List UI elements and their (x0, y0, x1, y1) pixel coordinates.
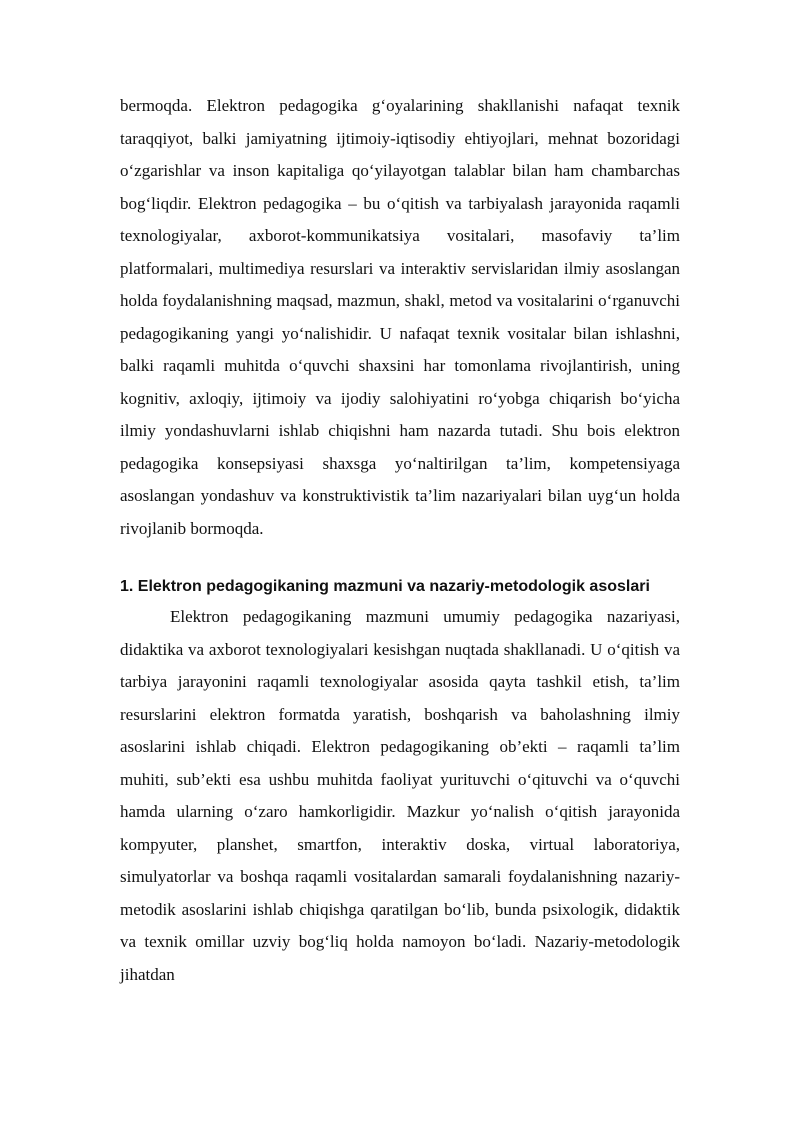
section-heading: 1. Elektron pedagogikaning mazmuni va nazariy-metodologik asoslari (120, 578, 650, 595)
body-paragraph-continued: bermoqda. Elektron pedagogika g‘oyalarining shakllanishi nafaqat texnik taraqqiyot, balki jamiyatning ijtimoiy-iqtisodiy ehtiyojlari, mehnat bozoridagi o‘zgarishlar va inson kapitaliga qo‘yilayotgan talablar bilan ham chambarchas bog‘liqdir. Elektron pedagogika – bu o‘qitish va tarbiyalash jarayonida raqamli texnologiyalar, axborot-kommunikatsiya vositalari, masofaviy ta’lim platformalari, multimediya resurslari va interaktiv servislaridan ilmiy asoslangan holda foydalanishning maqsad, mazmun, shakl, metod va vositalarini o‘rganuvchi pedagogikaning yangi yo‘nalishidir. U nafaqat texnik vositalar bilan ishlashni, balki raqamli muhitda o‘quvchi shaxsini har tomonlama rivojlantirish, uning kognitiv, axloqiy, ijtimoiy va ijodiy salohiyatini ro‘yobga chiqarish bo‘yicha ilmiy yondashuvlarni ishlab chiqishni ham nazarda tutadi. Shu bois elektron pedagogika konsepsiyasi shaxsga yo‘naltirilgan ta’lim, kompetensiyaga asoslangan yondashuv va konstruktivistik ta’lim nazariyalari bilan uyg‘un holda rivojlanib bormoqda. (120, 96, 680, 538)
paragraph-spacer (120, 545, 680, 575)
body-paragraph: Elektron pedagogikaning mazmuni umumiy pedagogika nazariyasi, didaktika va axborot texnologiyalari kesishgan nuqtada shakllanadi. U o‘qitish va tarbiya jarayonini raqamli texnologiyalar asosida qayta tashkil etish, ta’lim resurslarini elektron formatda yaratish, boshqarish va baholashning ilmiy asoslarini ishlab chiqadi. Elektron pedagogikaning ob’ekti – raqamli ta’lim muhiti, sub’ekti esa ushbu muhitda faoliyat yurituvchi o‘qituvchi va o‘quvchi hamda ularning o‘zaro hamkorligidir. Mazkur yo‘nalish o‘qitish jarayonida kompyuter, planshet, smartfon, interaktiv doska, virtual laboratoriya, simulyatorlar va boshqa raqamli vositalardan samarali foydalanishning nazariy-metodik asoslarini ishlab chiqishga qaratilgan bo‘lib, bunda psixologik, didaktik va texnik omillar uzviy bog‘liq holda namoyon bo‘ladi. Nazariy-metodologik jihatdan (120, 607, 680, 984)
document-body (120, 90, 680, 991)
